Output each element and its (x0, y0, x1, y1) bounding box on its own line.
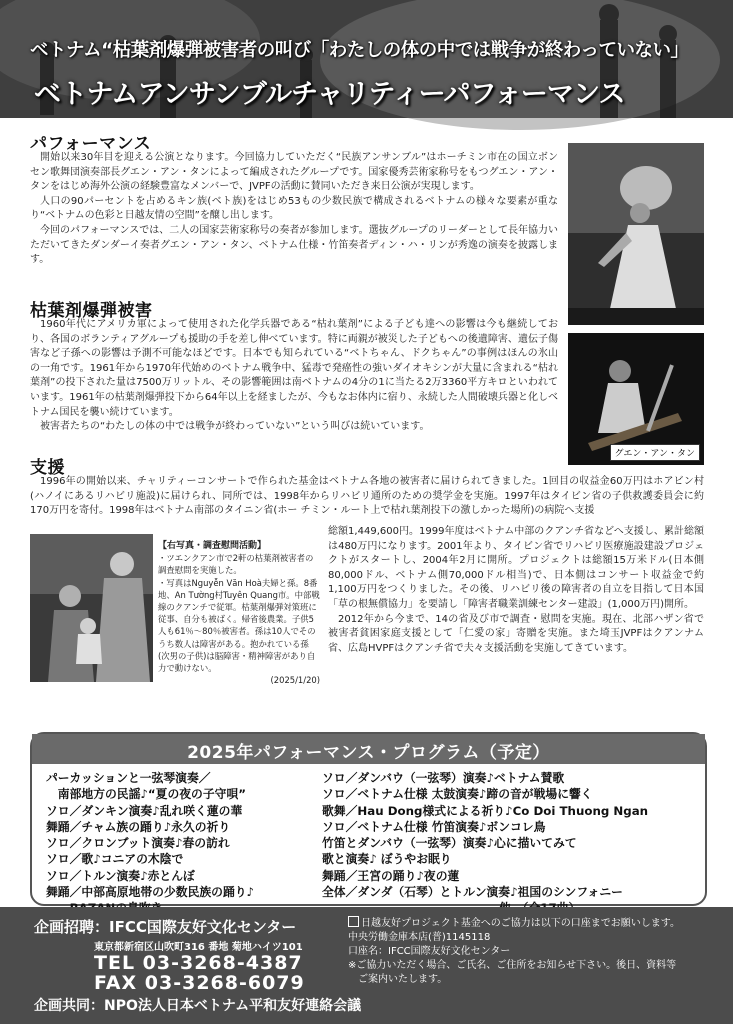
program-item: 舞踊／王宮の踊り♪夜の蓮 (322, 868, 460, 883)
photo-note-date: (2025/1/20) (270, 675, 320, 686)
section-heading-support: 支援 (30, 458, 65, 478)
program-item: ソロ／ベトナム仕様 竹笛演奏♪ボンコレ鳥 (322, 819, 546, 834)
program-item: 全体／ダンダ（石琴）とトルン演奏♪祖国のシンフォニー (322, 885, 623, 900)
dancer-photo (568, 143, 704, 325)
support-paragraph: 2012年から今まで、14の省及び市で調査・慰問を実施。現在、北部ハザン省で被害者貧困家庭支援として「仁愛の家」寄贈を実施。また埼玉JVPFはクアンナム省、広島HVPFはクアンチ省で夫々支援活動を実施してきています。 (328, 613, 704, 654)
photo-note-line: ・写真はNguyễn Văn Hoà夫婦と孫。8番地、An Tường村Tuyên Quang市。中部戦線のクアンチで従軍。枯葉剤爆弾対策班に従事、自分も被ばく。帰省後農業。子供5人も61％～80％被害者。孫は10人でそのうち数人は障害がある。抱かれている孫(次男の子供)は脳障害・精神障害があり自力で動けない。 (158, 577, 320, 674)
program-item: ソロ／ベトナム仕様 太鼓演奏♪蹄の音が戦場に響く (322, 787, 593, 802)
program-item: ソロ／歌♪コニアの木陰で (46, 852, 184, 867)
performance-paragraph: 人口の90パーセントを占めるキン族(ベト族)をはじめ53もの少数民族で構成されるベトナムの様々な要素が重なり“ベトナムの色彩と日越友情の空間”を醸し出します。 (30, 195, 558, 222)
organizer: 企画招聘：IFCC国際友好文化センター (34, 918, 297, 936)
program-item: ソロ／ダンバウ（一弦琴）演奏♪ベトナム賛歌 (322, 771, 565, 785)
program-item: パーカッションと一弦琴演奏／ (46, 771, 211, 785)
support-text-full (30, 475, 704, 519)
program-heading: 2025年パフォーマンス・プログラム（予定） (187, 743, 550, 763)
donation-line: ※ご協力いただく場合、ご氏名、ご住所をお知らせ下さい。後日、資料等 (348, 960, 677, 971)
performance-paragraph: 開始以来30年目を迎える公演となります。今回協力していただく“民族アンサンブル”はホーチミン市在の国立ボンセン歌舞団演奏部長グエン・アン・タンによって編成されたグループです。国家優秀芸術家称号をもつグエン・アン・タンをはじめ海外公演の経験豊富なメンバーで、JVPFの活動に賛同いただき来日公演が実現します。 (30, 152, 558, 193)
musician-photo (568, 333, 704, 465)
program-item: 歌と演奏♪ ぼうやお眠り (322, 852, 452, 867)
program-item: ソロ／クロンブット演奏♪春の訪れ (46, 836, 230, 851)
agent-orange-text (30, 318, 558, 435)
program-item: ソロ／トルン演奏♪赤とんぼ (46, 868, 195, 883)
performance-text (30, 151, 558, 268)
donation-line: 日越友好プロジェクト基金へのご協力は以下の口座までお願いします。 (361, 918, 680, 929)
co-organizer: 企画共同：NPO法人日本ベトナム平和友好連絡会議 (34, 998, 362, 1014)
photo-note (158, 540, 320, 690)
checkbox-icon (348, 916, 359, 927)
program-box (30, 732, 707, 906)
donation-info (348, 916, 718, 987)
family-photo (30, 534, 153, 682)
section-heading-agent-orange: 枯葉剤爆弾被害 (30, 301, 153, 321)
donation-line: 口座名：IFCC国際友好文化センター (348, 946, 511, 957)
organizer-address: 東京都新宿区山吹町316 番地 菊地ハイツ101 (94, 942, 303, 953)
donation-line: 中央労働金庫本店(普)1145118 (348, 932, 491, 943)
program-item: 舞踊／中部高原地帯の少数民族の踊り♪ (46, 885, 255, 900)
donation-line: ご案内いたします。 (348, 974, 448, 985)
photo-caption: グエン・アン・タン (610, 444, 700, 461)
support-paragraph: 総額1,449,600円。1999年度はベトナム中部のクアンチ省などへ支援し、累計総額は480万円になります。2001年より、タイビン省でリハビリ医療施設建設プロジェクトがスタートし、2004年2月に開所。プロジェクトは総額15万米ドル(日本側80,000ドル、ベトナム側70,000ドル相当)で、日本側はコンサート収益金で約1,100万円をつくりました。その後、リハビリ後の障害者の自立を目指して日本国「草の根無償協力」を要請し「障害者職業訓練センター建設」(1,000万円)開所。 (328, 526, 704, 610)
agent-orange-paragraph: 被害者たちの“わたしの体の中では戦争が終わっていない”という叫びは続いています。 (40, 421, 430, 433)
agent-orange-paragraph: 1960年代にアメリカ軍によって使用された化学兵器である“枯れ葉剤”による子ども達への影響は今も継続しており、各国のボランティアグループも援助の手を差し伸べています。特に両親が被災した子どもへの後遺障害、遺伝子傷害など子孫への影響は予測不可能なほどです。日本でも知られている“ベトちゃん、ドクちゃん”の事例はほんの氷山の一角です。1961年から1970年代始めのベトナム戦争中、猛毒で発癌性の強いダイオキシンが大量に含まれる“枯れ葉剤”の投下された量は7500万リットル、その影響範囲は南ベトナムの4分の1に当たる2万3360平方キロといわれています。1961年の枯葉剤爆弾投下から64年以上を経ましたが、今もなお体内に宿り、永続した人間破壊兵器と化しベトナム国民を襲い続けています。 (30, 319, 558, 418)
header-banner (0, 0, 733, 118)
support-paragraph: 1996年の開始以来、チャリティーコンサートで作られた基金はベトナム各地の被害者に届けられてきました。1回目の収益金60万円はホアビン村(ハノイにあるリハビリ施設)に届けられ、同所では、1998年からリハビリ通所のための奨学金を実施。1997年はタイビン省の子供救護委員会に約170万円を寄付。1998年はベトナム南部のタイニン省(ホー チミン・ルート上で枯れ葉剤投下の激しかった場所)の病院へ支援 (30, 476, 704, 517)
fax-number: FAX 03-3268-6079 (94, 972, 305, 994)
program-item: 南部地方の民謡♪“夏の夜の子守唄” (46, 787, 246, 802)
support-text-right (328, 525, 704, 656)
program-item: 歌舞／Hau Dong様式による祈り♪Co Doi Thuong Ngan (322, 803, 649, 818)
program-heading-bar (32, 734, 705, 764)
program-item: 舞踊／チャム族の踊り♪永久の祈り (46, 819, 231, 834)
program-list-left (46, 770, 254, 917)
performance-paragraph: 今回のパフォーマンスでは、二人の国家芸術家称号の奏者が参加します。選抜グループのリーダーとして長年協力いただいてきたダンダーイ奏者グエン・アン・タン、ベトナム仕様・竹笛奏者ディン・ハ・リンが秀逸の演奏を披露します。 (30, 224, 558, 266)
program-item: 竹笛とダンバウ（一弦琴）演奏♪心に描いてみて (322, 836, 577, 851)
section-heading-performance: パフォーマンス (30, 134, 152, 154)
photo-note-title: 【右写真・調査慰問活動】 (158, 541, 267, 551)
phone-number: TEL 03-3268-4387 (94, 952, 303, 974)
footer (0, 907, 733, 1024)
photo-note-line: ・ツエンクアン市で2軒の枯葉剤被害者の調査慰問を実施した。 (158, 553, 314, 576)
program-list-right (322, 770, 648, 917)
program-item: ソロ／ダンキン演奏♪乱れ咲く蓮の華 (46, 803, 243, 818)
header-title: ベトナムアンサンブルチャリティーパフォーマンス (34, 79, 625, 110)
header-subtitle: ベトナム“枯葉剤爆弾被害者の叫び「わたしの体の中では戦争が終わっていない」 (30, 40, 689, 61)
